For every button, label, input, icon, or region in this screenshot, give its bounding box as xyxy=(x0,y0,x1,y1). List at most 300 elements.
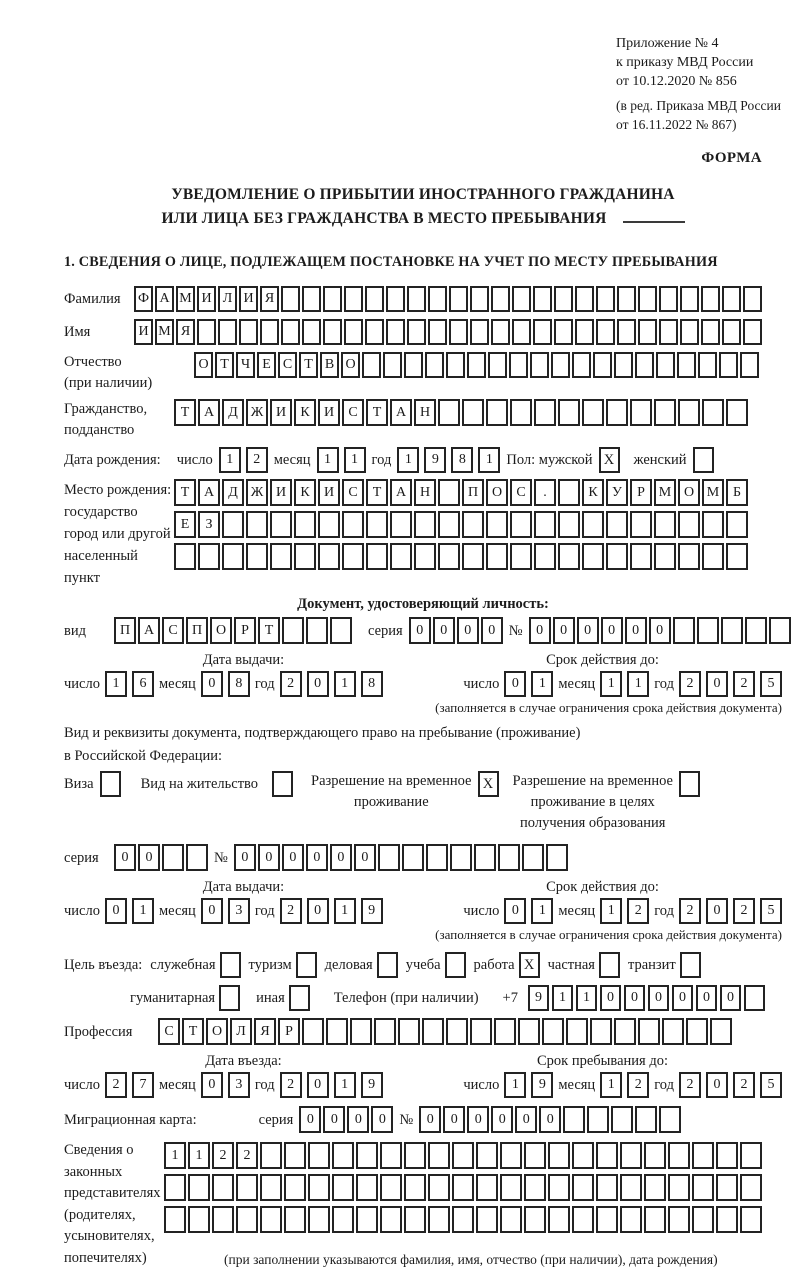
char-box[interactable]: 0 xyxy=(409,617,431,644)
char-box[interactable] xyxy=(450,844,472,871)
char-box[interactable] xyxy=(542,1018,564,1045)
char-box[interactable]: М xyxy=(702,479,724,506)
char-box[interactable] xyxy=(701,319,720,345)
char-box[interactable]: С xyxy=(342,399,364,426)
purpose-tourism-checkbox[interactable] xyxy=(296,952,317,978)
char-box[interactable] xyxy=(332,1142,354,1169)
char-box[interactable]: 0 xyxy=(201,671,223,697)
char-box[interactable]: 1 xyxy=(344,447,366,473)
char-box[interactable] xyxy=(596,1142,618,1169)
char-box[interactable] xyxy=(740,1142,762,1169)
char-box[interactable] xyxy=(500,1206,522,1233)
char-box[interactable] xyxy=(284,1174,306,1201)
char-box[interactable] xyxy=(486,511,508,538)
char-box[interactable]: 8 xyxy=(451,447,473,473)
char-box[interactable]: 9 xyxy=(528,985,549,1011)
purpose-private-checkbox[interactable] xyxy=(599,952,620,978)
char-box[interactable] xyxy=(428,286,447,312)
char-box[interactable]: Я xyxy=(260,286,279,312)
char-box[interactable]: Н xyxy=(414,479,436,506)
char-box[interactable] xyxy=(308,1142,330,1169)
char-box[interactable]: А xyxy=(390,479,412,506)
char-box[interactable] xyxy=(686,1018,708,1045)
char-box[interactable] xyxy=(702,511,724,538)
char-box[interactable] xyxy=(716,1206,738,1233)
char-box[interactable]: 1 xyxy=(627,671,649,697)
char-box[interactable] xyxy=(678,399,700,426)
char-box[interactable]: О xyxy=(341,352,360,378)
char-box[interactable]: У xyxy=(606,479,628,506)
char-box[interactable] xyxy=(644,1142,666,1169)
char-box[interactable] xyxy=(380,1206,402,1233)
char-box[interactable]: 9 xyxy=(361,1072,383,1098)
char-box[interactable] xyxy=(744,985,765,1011)
char-box[interactable] xyxy=(446,1018,468,1045)
char-box[interactable] xyxy=(702,543,724,570)
char-box[interactable]: 0 xyxy=(299,1106,321,1133)
char-box[interactable]: К xyxy=(294,479,316,506)
char-box[interactable] xyxy=(710,1018,732,1045)
char-box[interactable] xyxy=(548,1206,570,1233)
char-box[interactable] xyxy=(673,617,695,644)
char-box[interactable] xyxy=(721,617,743,644)
char-box[interactable]: Ф xyxy=(134,286,153,312)
char-box[interactable]: 0 xyxy=(481,617,503,644)
char-box[interactable] xyxy=(344,319,363,345)
char-box[interactable]: 0 xyxy=(720,985,741,1011)
char-box[interactable]: Р xyxy=(630,479,652,506)
char-box[interactable] xyxy=(164,1174,186,1201)
char-box[interactable] xyxy=(188,1206,210,1233)
char-box[interactable] xyxy=(378,844,400,871)
char-box[interactable]: 6 xyxy=(132,671,154,697)
char-box[interactable]: Б xyxy=(726,479,748,506)
char-box[interactable]: С xyxy=(510,479,532,506)
char-box[interactable] xyxy=(470,286,489,312)
char-box[interactable]: 2 xyxy=(627,1072,649,1098)
char-box[interactable]: О xyxy=(210,617,232,644)
char-box[interactable] xyxy=(606,399,628,426)
char-box[interactable] xyxy=(572,352,591,378)
char-box[interactable] xyxy=(380,1142,402,1169)
char-box[interactable]: 0 xyxy=(529,617,551,644)
char-box[interactable] xyxy=(740,352,759,378)
char-box[interactable] xyxy=(332,1174,354,1201)
char-box[interactable] xyxy=(572,1206,594,1233)
char-box[interactable] xyxy=(488,352,507,378)
char-box[interactable]: 0 xyxy=(696,985,717,1011)
char-box[interactable] xyxy=(719,352,738,378)
char-box[interactable] xyxy=(572,1174,594,1201)
char-box[interactable]: О xyxy=(486,479,508,506)
char-box[interactable] xyxy=(593,352,612,378)
char-box[interactable] xyxy=(644,1206,666,1233)
char-box[interactable] xyxy=(498,844,520,871)
char-box[interactable] xyxy=(510,543,532,570)
char-box[interactable] xyxy=(449,319,468,345)
char-box[interactable] xyxy=(590,1018,612,1045)
purpose-other-checkbox[interactable] xyxy=(289,985,310,1011)
char-box[interactable] xyxy=(638,1018,660,1045)
char-box[interactable] xyxy=(476,1142,498,1169)
char-box[interactable] xyxy=(620,1174,642,1201)
char-box[interactable] xyxy=(326,1018,348,1045)
char-box[interactable] xyxy=(260,1174,282,1201)
char-box[interactable]: Т xyxy=(174,479,196,506)
char-box[interactable]: Т xyxy=(299,352,318,378)
char-box[interactable]: 9 xyxy=(424,447,446,473)
char-box[interactable]: И xyxy=(270,399,292,426)
char-box[interactable] xyxy=(662,1018,684,1045)
char-box[interactable]: 3 xyxy=(228,898,250,924)
char-box[interactable] xyxy=(474,844,496,871)
char-box[interactable] xyxy=(491,286,510,312)
char-box[interactable] xyxy=(726,399,748,426)
char-box[interactable] xyxy=(554,319,573,345)
char-box[interactable] xyxy=(407,286,426,312)
char-box[interactable] xyxy=(606,511,628,538)
char-box[interactable]: И xyxy=(134,319,153,345)
char-box[interactable] xyxy=(563,1106,585,1133)
residence-permit-checkbox[interactable] xyxy=(272,771,293,797)
char-box[interactable] xyxy=(470,319,489,345)
char-box[interactable]: 0 xyxy=(354,844,376,871)
char-box[interactable]: 0 xyxy=(648,985,669,1011)
char-box[interactable] xyxy=(476,1206,498,1233)
char-box[interactable]: А xyxy=(198,479,220,506)
char-box[interactable]: Е xyxy=(257,352,276,378)
char-box[interactable] xyxy=(390,511,412,538)
char-box[interactable]: 0 xyxy=(371,1106,393,1133)
char-box[interactable] xyxy=(692,1142,714,1169)
char-box[interactable]: 0 xyxy=(234,844,256,871)
char-box[interactable] xyxy=(356,1142,378,1169)
char-box[interactable]: Т xyxy=(174,399,196,426)
char-box[interactable] xyxy=(614,1018,636,1045)
char-box[interactable] xyxy=(428,319,447,345)
char-box[interactable]: В xyxy=(320,352,339,378)
char-box[interactable] xyxy=(635,352,654,378)
char-box[interactable]: 0 xyxy=(515,1106,537,1133)
char-box[interactable] xyxy=(323,319,342,345)
char-box[interactable]: 1 xyxy=(317,447,339,473)
char-box[interactable] xyxy=(386,319,405,345)
char-box[interactable]: 0 xyxy=(330,844,352,871)
char-box[interactable]: Т xyxy=(366,479,388,506)
char-box[interactable] xyxy=(512,319,531,345)
char-box[interactable] xyxy=(270,543,292,570)
char-box[interactable] xyxy=(486,399,508,426)
char-box[interactable] xyxy=(284,1206,306,1233)
char-box[interactable] xyxy=(534,399,556,426)
char-box[interactable]: И xyxy=(239,286,258,312)
char-box[interactable] xyxy=(614,352,633,378)
char-box[interactable]: 0 xyxy=(706,898,728,924)
sex-female-checkbox[interactable] xyxy=(693,447,714,473)
char-box[interactable] xyxy=(518,1018,540,1045)
char-box[interactable] xyxy=(620,1206,642,1233)
char-box[interactable] xyxy=(318,543,340,570)
char-box[interactable] xyxy=(740,1174,762,1201)
char-box[interactable]: 3 xyxy=(228,1072,250,1098)
char-box[interactable]: 1 xyxy=(334,898,356,924)
char-box[interactable] xyxy=(716,1174,738,1201)
char-box[interactable]: 0 xyxy=(419,1106,441,1133)
char-box[interactable]: 1 xyxy=(397,447,419,473)
char-box[interactable] xyxy=(344,286,363,312)
char-box[interactable] xyxy=(606,543,628,570)
char-box[interactable]: О xyxy=(194,352,213,378)
char-box[interactable]: 2 xyxy=(280,1072,302,1098)
char-box[interactable]: 0 xyxy=(706,671,728,697)
char-box[interactable]: П xyxy=(186,617,208,644)
char-box[interactable] xyxy=(186,844,208,871)
char-box[interactable] xyxy=(630,511,652,538)
char-box[interactable]: О xyxy=(678,479,700,506)
char-box[interactable]: 9 xyxy=(531,1072,553,1098)
char-box[interactable] xyxy=(428,1206,450,1233)
char-box[interactable] xyxy=(281,286,300,312)
char-box[interactable]: 0 xyxy=(672,985,693,1011)
edu-permit-checkbox[interactable] xyxy=(679,771,700,797)
char-box[interactable] xyxy=(702,399,724,426)
char-box[interactable] xyxy=(530,352,549,378)
char-box[interactable]: И xyxy=(270,479,292,506)
char-box[interactable] xyxy=(698,352,717,378)
char-box[interactable]: Л xyxy=(230,1018,252,1045)
char-box[interactable]: 8 xyxy=(361,671,383,697)
char-box[interactable] xyxy=(318,511,340,538)
char-box[interactable]: Ч xyxy=(236,352,255,378)
char-box[interactable]: 2 xyxy=(236,1142,258,1169)
char-box[interactable]: Т xyxy=(366,399,388,426)
char-box[interactable] xyxy=(452,1206,474,1233)
visa-checkbox[interactable] xyxy=(100,771,121,797)
char-box[interactable] xyxy=(491,319,510,345)
char-box[interactable]: Д xyxy=(222,399,244,426)
char-box[interactable] xyxy=(726,511,748,538)
char-box[interactable]: П xyxy=(114,617,136,644)
sex-male-checkbox[interactable]: X xyxy=(599,447,620,473)
char-box[interactable] xyxy=(638,319,657,345)
char-box[interactable] xyxy=(222,511,244,538)
char-box[interactable] xyxy=(386,286,405,312)
char-box[interactable] xyxy=(383,352,402,378)
char-box[interactable]: И xyxy=(318,479,340,506)
char-box[interactable]: 0 xyxy=(625,617,647,644)
char-box[interactable] xyxy=(390,543,412,570)
char-box[interactable]: 1 xyxy=(132,898,154,924)
char-box[interactable] xyxy=(524,1174,546,1201)
char-box[interactable] xyxy=(546,844,568,871)
char-box[interactable]: 0 xyxy=(577,617,599,644)
char-box[interactable] xyxy=(260,1142,282,1169)
char-box[interactable] xyxy=(587,1106,609,1133)
char-box[interactable] xyxy=(726,543,748,570)
char-box[interactable]: Я xyxy=(176,319,195,345)
char-box[interactable]: 8 xyxy=(228,671,250,697)
char-box[interactable]: 5 xyxy=(760,898,782,924)
char-box[interactable] xyxy=(522,844,544,871)
char-box[interactable] xyxy=(302,286,321,312)
char-box[interactable] xyxy=(452,1174,474,1201)
char-box[interactable]: 1 xyxy=(164,1142,186,1169)
char-box[interactable]: 0 xyxy=(347,1106,369,1133)
char-box[interactable] xyxy=(342,511,364,538)
char-box[interactable] xyxy=(398,1018,420,1045)
char-box[interactable] xyxy=(692,1206,714,1233)
char-box[interactable]: 1 xyxy=(334,671,356,697)
char-box[interactable]: 2 xyxy=(679,898,701,924)
char-box[interactable] xyxy=(404,352,423,378)
char-box[interactable]: 0 xyxy=(443,1106,465,1133)
char-box[interactable] xyxy=(524,1206,546,1233)
char-box[interactable]: 1 xyxy=(600,671,622,697)
char-box[interactable] xyxy=(342,543,364,570)
purpose-study-checkbox[interactable] xyxy=(445,952,466,978)
char-box[interactable]: 1 xyxy=(478,447,500,473)
char-box[interactable] xyxy=(323,286,342,312)
char-box[interactable] xyxy=(282,617,304,644)
char-box[interactable]: 0 xyxy=(553,617,575,644)
char-box[interactable]: 0 xyxy=(504,898,526,924)
char-box[interactable] xyxy=(680,286,699,312)
char-box[interactable]: 0 xyxy=(307,671,329,697)
char-box[interactable]: 2 xyxy=(280,671,302,697)
char-box[interactable] xyxy=(722,286,741,312)
char-box[interactable] xyxy=(260,1206,282,1233)
char-box[interactable]: 0 xyxy=(201,1072,223,1098)
char-box[interactable]: М xyxy=(654,479,676,506)
char-box[interactable] xyxy=(414,543,436,570)
char-box[interactable] xyxy=(212,1174,234,1201)
char-box[interactable]: 2 xyxy=(627,898,649,924)
char-box[interactable] xyxy=(572,1142,594,1169)
char-box[interactable] xyxy=(236,1174,258,1201)
char-box[interactable] xyxy=(668,1142,690,1169)
char-box[interactable] xyxy=(596,1174,618,1201)
char-box[interactable] xyxy=(426,844,448,871)
char-box[interactable]: 0 xyxy=(504,671,526,697)
char-box[interactable] xyxy=(438,479,460,506)
char-box[interactable] xyxy=(239,319,258,345)
char-box[interactable] xyxy=(467,352,486,378)
char-box[interactable]: 0 xyxy=(601,617,623,644)
char-box[interactable]: 0 xyxy=(138,844,160,871)
char-box[interactable] xyxy=(668,1174,690,1201)
char-box[interactable]: 2 xyxy=(733,898,755,924)
char-box[interactable]: 0 xyxy=(600,985,621,1011)
char-box[interactable] xyxy=(281,319,300,345)
char-box[interactable] xyxy=(654,511,676,538)
char-box[interactable]: 1 xyxy=(334,1072,356,1098)
char-box[interactable] xyxy=(380,1174,402,1201)
char-box[interactable] xyxy=(692,1174,714,1201)
char-box[interactable] xyxy=(524,1142,546,1169)
char-box[interactable] xyxy=(332,1206,354,1233)
char-box[interactable] xyxy=(462,399,484,426)
char-box[interactable]: 0 xyxy=(201,898,223,924)
char-box[interactable]: С xyxy=(342,479,364,506)
char-box[interactable]: Ж xyxy=(246,399,268,426)
char-box[interactable]: И xyxy=(318,399,340,426)
char-box[interactable]: 1 xyxy=(576,985,597,1011)
char-box[interactable] xyxy=(509,352,528,378)
char-box[interactable] xyxy=(486,543,508,570)
char-box[interactable] xyxy=(638,286,657,312)
char-box[interactable]: . xyxy=(534,479,556,506)
char-box[interactable]: 0 xyxy=(649,617,671,644)
char-box[interactable] xyxy=(270,511,292,538)
char-box[interactable] xyxy=(680,319,699,345)
char-box[interactable]: С xyxy=(162,617,184,644)
char-box[interactable]: З xyxy=(198,511,220,538)
char-box[interactable] xyxy=(677,352,696,378)
char-box[interactable] xyxy=(582,543,604,570)
char-box[interactable] xyxy=(743,286,762,312)
char-box[interactable]: 1 xyxy=(105,671,127,697)
char-box[interactable] xyxy=(635,1106,657,1133)
char-box[interactable] xyxy=(582,399,604,426)
char-box[interactable] xyxy=(350,1018,372,1045)
char-box[interactable] xyxy=(308,1174,330,1201)
char-box[interactable]: 1 xyxy=(600,1072,622,1098)
char-box[interactable]: 0 xyxy=(282,844,304,871)
char-box[interactable] xyxy=(630,543,652,570)
char-box[interactable] xyxy=(438,543,460,570)
char-box[interactable] xyxy=(402,844,424,871)
char-box[interactable] xyxy=(611,1106,633,1133)
char-box[interactable]: 1 xyxy=(531,898,553,924)
char-box[interactable]: Н xyxy=(414,399,436,426)
char-box[interactable] xyxy=(462,511,484,538)
char-box[interactable] xyxy=(534,511,556,538)
char-box[interactable] xyxy=(534,543,556,570)
char-box[interactable]: 0 xyxy=(706,1072,728,1098)
char-box[interactable]: 0 xyxy=(433,617,455,644)
char-box[interactable] xyxy=(294,543,316,570)
purpose-transit-checkbox[interactable] xyxy=(680,952,701,978)
char-box[interactable] xyxy=(554,286,573,312)
char-box[interactable] xyxy=(330,617,352,644)
char-box[interactable]: О xyxy=(206,1018,228,1045)
char-box[interactable] xyxy=(428,1174,450,1201)
char-box[interactable] xyxy=(617,286,636,312)
char-box[interactable]: Ж xyxy=(246,479,268,506)
char-box[interactable] xyxy=(476,1174,498,1201)
char-box[interactable] xyxy=(302,1018,324,1045)
char-box[interactable]: 5 xyxy=(760,1072,782,1098)
char-box[interactable]: И xyxy=(197,286,216,312)
char-box[interactable] xyxy=(620,1142,642,1169)
char-box[interactable] xyxy=(678,543,700,570)
char-box[interactable] xyxy=(596,1206,618,1233)
char-box[interactable] xyxy=(697,617,719,644)
char-box[interactable] xyxy=(260,319,279,345)
char-box[interactable]: 0 xyxy=(467,1106,489,1133)
char-box[interactable]: 1 xyxy=(600,898,622,924)
char-box[interactable] xyxy=(740,1206,762,1233)
char-box[interactable]: 1 xyxy=(188,1142,210,1169)
char-box[interactable] xyxy=(630,399,652,426)
char-box[interactable]: 0 xyxy=(457,617,479,644)
char-box[interactable] xyxy=(284,1142,306,1169)
char-box[interactable] xyxy=(294,511,316,538)
char-box[interactable] xyxy=(188,1174,210,1201)
char-box[interactable] xyxy=(701,286,720,312)
char-box[interactable]: 0 xyxy=(491,1106,513,1133)
char-box[interactable]: 0 xyxy=(258,844,280,871)
